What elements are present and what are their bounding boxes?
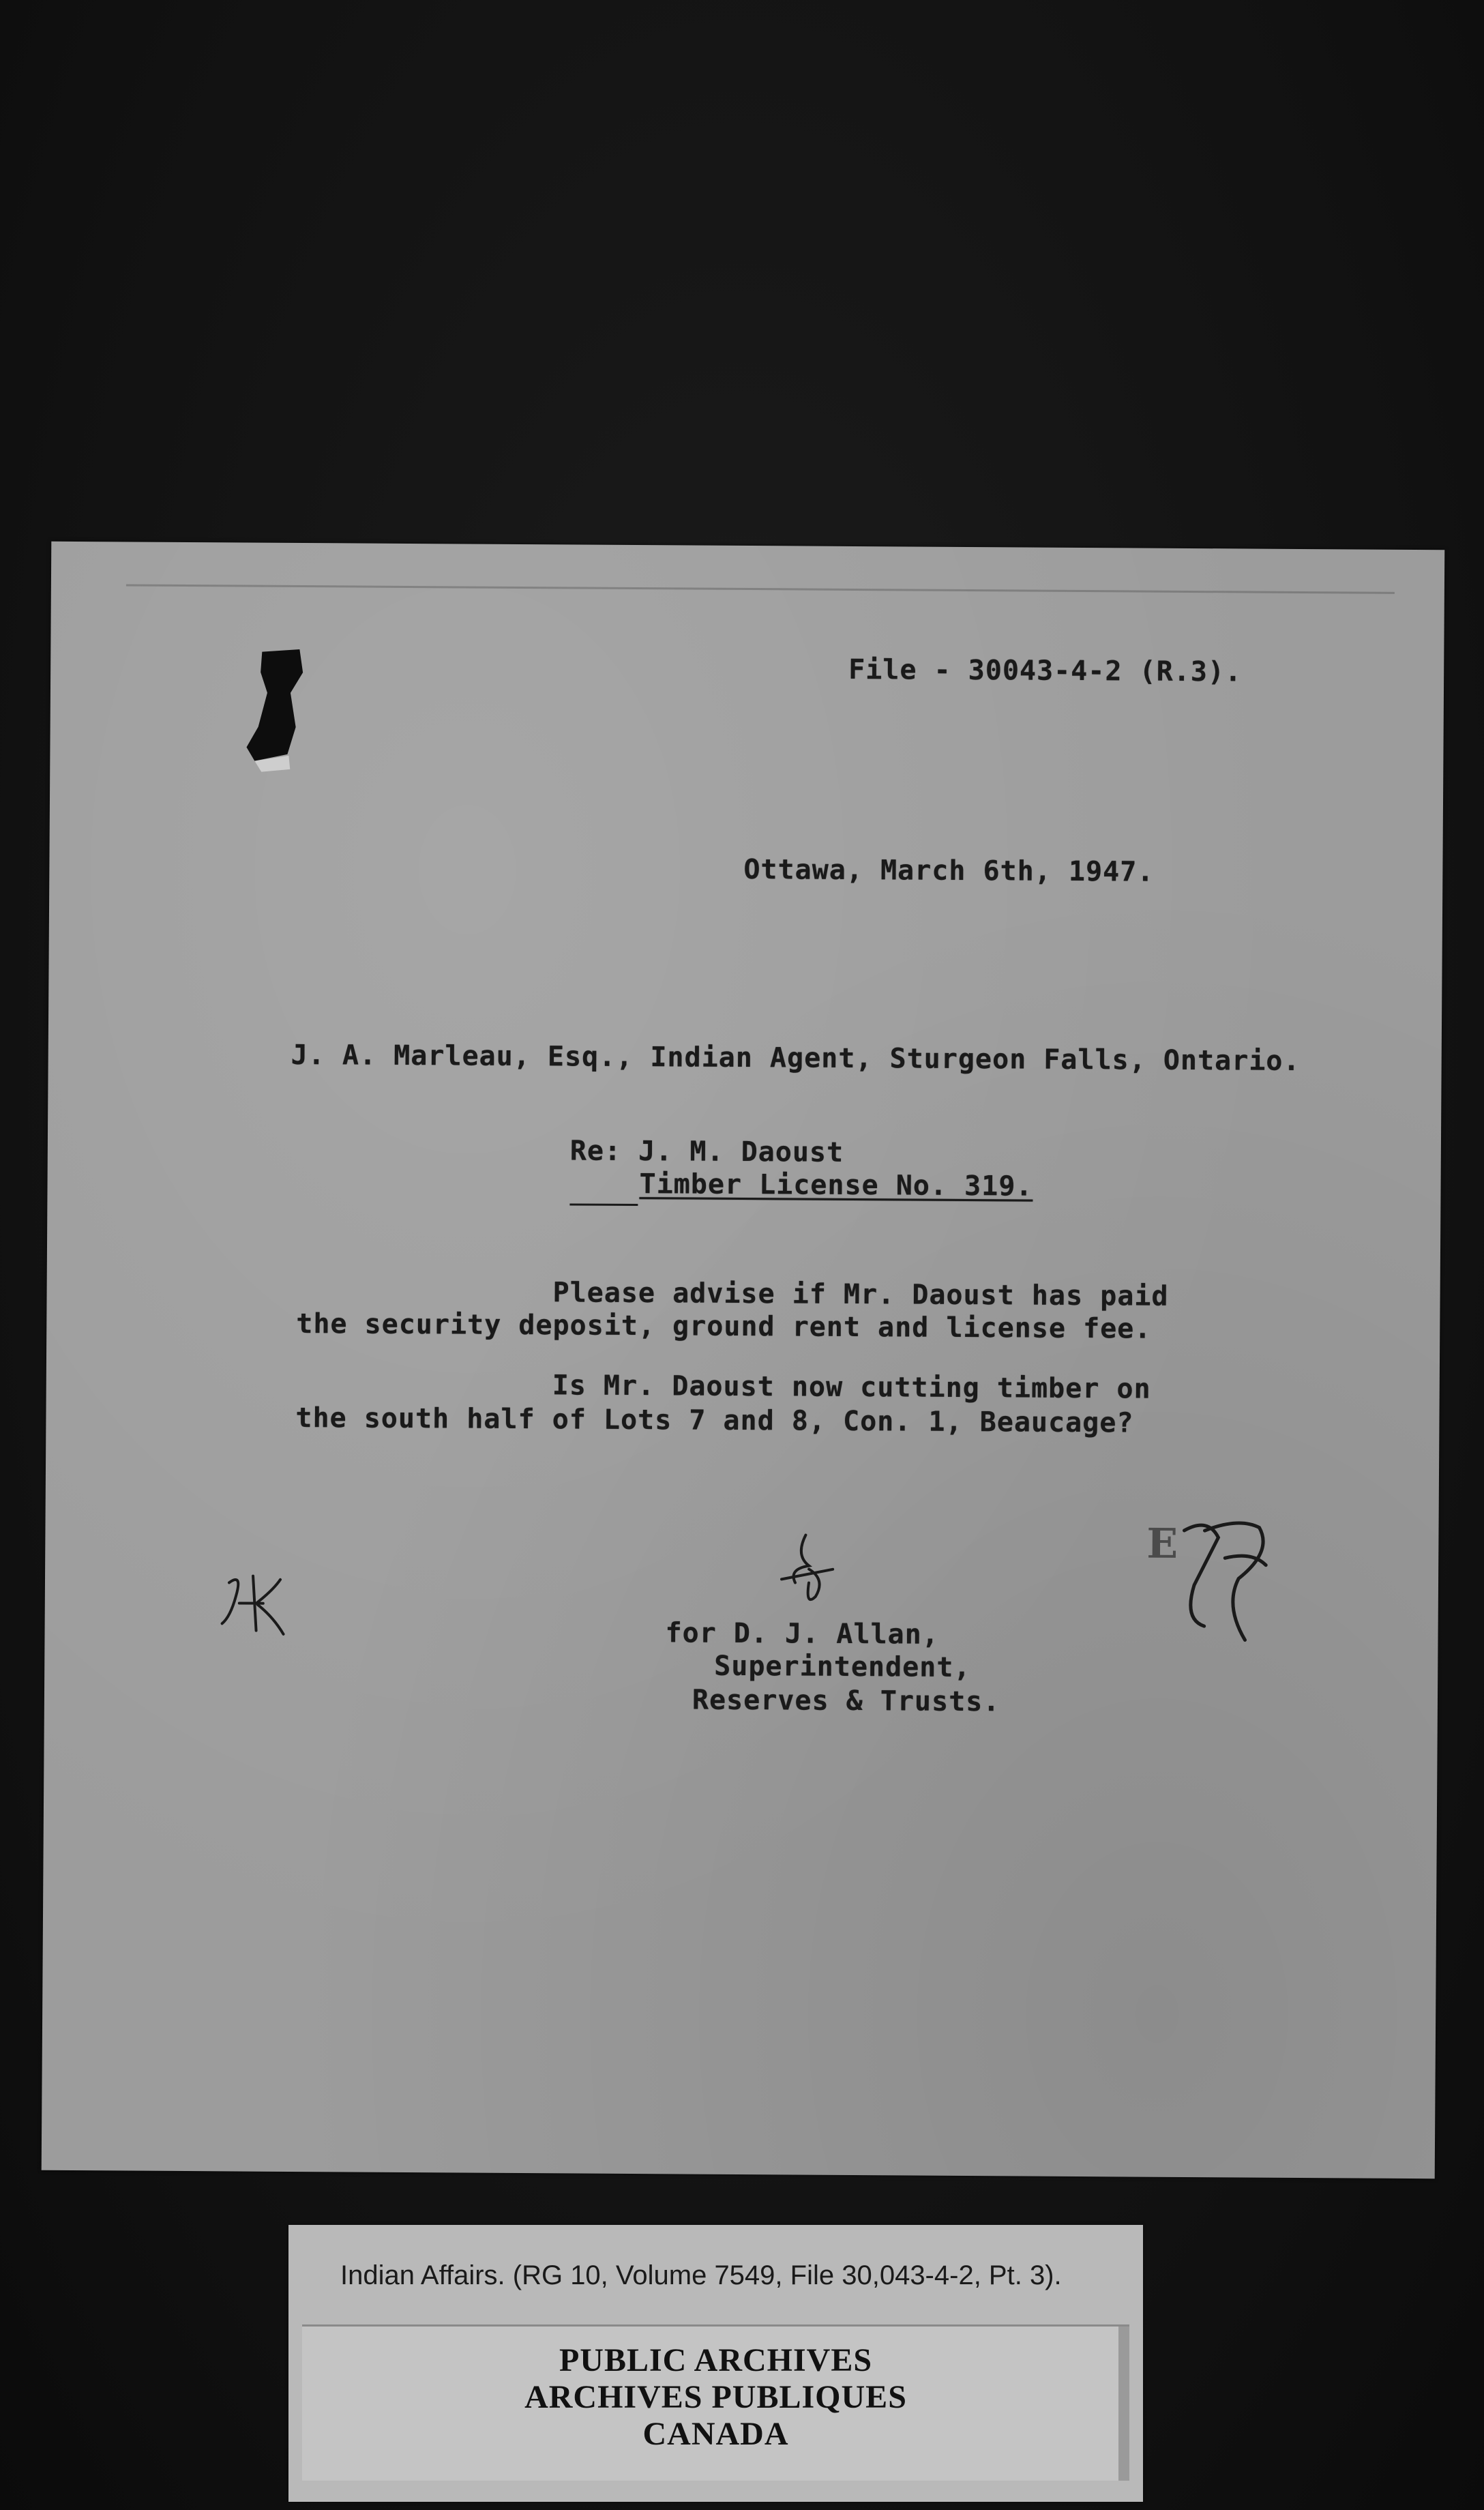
signature-title: Superintendent,: [714, 1650, 971, 1684]
stamp-line-2: ARCHIVES PUBLIQUES: [524, 2379, 907, 2415]
addressee: J. A. Marleau, Esq., Indian Agent, Sturgeon Falls, Ontario.: [291, 1039, 1301, 1077]
handwritten-initials-signature: [768, 1528, 844, 1617]
letter-sheet: [42, 542, 1445, 2179]
subject-line: Re: J. M. Daoust: [569, 1135, 844, 1168]
stamp-line-3: CANADA: [642, 2416, 789, 2452]
dateline: Ottawa, March 6th, 1947.: [743, 853, 1155, 888]
subject-license: Timber License No. 319.: [639, 1168, 1033, 1202]
archive-reference: Indian Affairs. (RG 10, Volume 7549, File 30,043-4-2, Pt. 3).: [340, 2260, 1062, 2290]
handwritten-stamp-initials: [1142, 1503, 1300, 1654]
subject-underline: [569, 1203, 638, 1206]
torn-corner-mark: [234, 645, 323, 782]
paragraph-1-line-2: the security deposit, ground rent and license fee.: [296, 1308, 1152, 1345]
handwritten-initials-left: [215, 1562, 297, 1644]
signature-for-line: for D. J. Allan,: [665, 1617, 939, 1651]
archive-caption-label: [288, 2225, 1143, 2502]
faint-paper-rule: [126, 584, 1395, 593]
paragraph-2-line-2: the south half of Lots 7 and 8, Con. 1, Beaucage?: [295, 1402, 1134, 1439]
file-reference: File - 30043-4-2 (R.3).: [848, 653, 1243, 688]
svg-text:E: E: [1146, 1520, 1178, 1568]
paragraph-1-line-1: Please advise if Mr. Daoust has paid: [552, 1277, 1169, 1312]
archives-stamp: [302, 2324, 1129, 2481]
paragraph-2-line-1: Is Mr. Daoust now cutting timber on: [552, 1370, 1151, 1405]
stamp-line-1: PUBLIC ARCHIVES: [559, 2342, 873, 2378]
signature-department: Reserves & Trusts.: [692, 1684, 1000, 1718]
